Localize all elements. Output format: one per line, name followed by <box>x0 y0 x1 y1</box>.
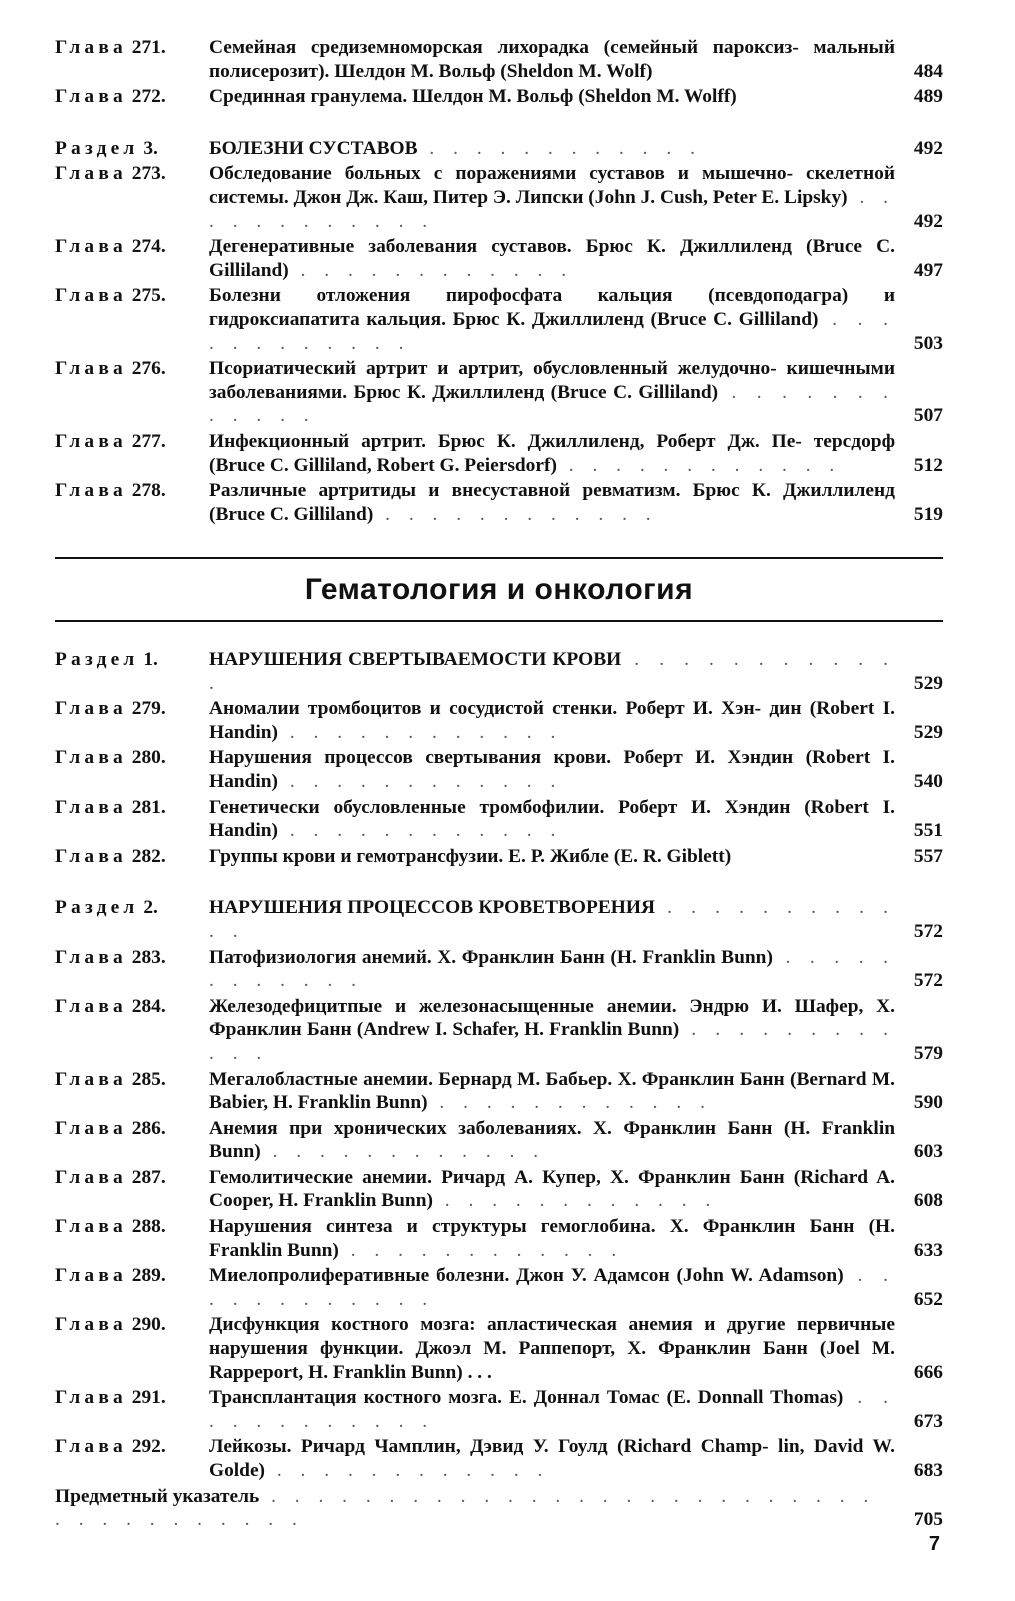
entry-page: 557 <box>913 845 943 867</box>
dot-leader: . . . . . . . . . . . . <box>209 308 895 354</box>
entry-page: 529 <box>913 721 943 743</box>
toc-entry[interactable] <box>55 697 943 744</box>
entry-title-text: Мегалобластные анемии. Бернард М. Бабьер. Х. Франклин Банн (Bernard M. Babier, H. Franklin Bunn) <box>209 1068 895 1114</box>
toc-entry[interactable] <box>55 1313 943 1384</box>
entry-prefix <box>55 479 209 503</box>
entry-title-text: Обследование больных с поражениями суставов и мышечно- скелетной системы. Джон Дж. Каш, Питер Э. Липски (John J. Cush, Peter E. Lipsky) <box>209 163 895 208</box>
entry-prefix <box>55 946 209 970</box>
toc-page <box>55 36 943 528</box>
entry-title-text: Группы крови и гемотрансфузии. Е. Р. Жибле (E. R. Giblett) <box>209 845 732 867</box>
entry-kind: Глава <box>55 1265 127 1287</box>
entry-title <box>209 1264 899 1311</box>
entry-kind: Глава <box>55 163 127 185</box>
entry-number: 288. <box>131 1216 166 1238</box>
entry-number: 284. <box>131 995 166 1017</box>
entry-title-text: НАРУШЕНИЯ СВЕРТЫВАЕМОСТИ КРОВИ <box>209 649 622 670</box>
entry-title-text: Семейная средиземноморская лихорадка (семейный пароксиз- мальный полисерозит). Шелдон М. Вольф (Sheldon M. Wolf) <box>209 37 895 82</box>
part-divider-top <box>55 557 943 559</box>
entry-prefix <box>55 1435 209 1459</box>
toc-page-hematology <box>55 648 943 1534</box>
entry-page: 484 <box>913 60 943 82</box>
entry-page: 590 <box>913 1092 943 1114</box>
entry-kind: Глава <box>55 430 127 452</box>
entry-title-text: Срединная гранулема. Шелдон М. Вольф (Sheldon M. Wolff) <box>209 86 737 108</box>
toc-entry[interactable] <box>55 946 943 993</box>
entry-kind: Раздел <box>55 649 139 670</box>
entry-number: 278. <box>131 480 166 502</box>
entry-prefix <box>55 1215 209 1239</box>
entry-kind: Глава <box>55 358 127 380</box>
toc-entry[interactable] <box>55 479 943 526</box>
entry-page: 633 <box>913 1239 943 1261</box>
toc-entry[interactable] <box>55 746 943 793</box>
entry-prefix <box>55 1313 209 1337</box>
entry-title-text: Миелопролиферативные болезни. Джон У. Адамсон (John W. Adamson) <box>209 1265 844 1287</box>
entry-title-text: Дегенеративные заболевания суставов. Брюс К. Джиллиленд (Bruce C. Gilliland) <box>209 236 895 281</box>
entry-page: 579 <box>913 1042 943 1064</box>
dot-leader: . . . . . . . . . . . . <box>277 770 563 792</box>
entry-number: 3. <box>143 137 158 159</box>
entry-prefix <box>55 1166 209 1190</box>
entry-kind: Глава <box>55 480 127 502</box>
entry-title <box>209 284 899 355</box>
entry-title <box>209 1435 899 1482</box>
entry-kind: Глава <box>55 1314 127 1336</box>
entry-page: 529 <box>913 672 943 694</box>
entry-prefix <box>55 796 209 820</box>
entry-kind: Раздел <box>55 137 139 159</box>
index-entry-label: Предметный указатель <box>55 1485 260 1507</box>
toc-entry[interactable] <box>55 357 943 428</box>
dot-leader: . . . . . . . . . . . . <box>209 649 896 694</box>
entry-kind: Глава <box>55 995 127 1017</box>
entry-prefix <box>55 896 209 920</box>
entry-kind: Глава <box>55 86 127 108</box>
entry-title-text: Нарушения процессов свертывания крови. Роберт И. Хэндин (Robert I. Handin) <box>209 747 895 792</box>
toc-entry[interactable] <box>55 1435 943 1482</box>
entry-page: 652 <box>913 1288 943 1310</box>
entry-prefix <box>55 1068 209 1092</box>
part-heading: Гематология и онкология <box>304 573 694 606</box>
entry-number: 279. <box>131 698 166 720</box>
entry-title <box>209 1386 899 1433</box>
entry-page: 489 <box>913 86 943 108</box>
entry-page: 608 <box>913 1190 943 1212</box>
toc-section-entry[interactable] <box>55 648 943 695</box>
entry-prefix <box>55 648 209 672</box>
entry-page: 551 <box>913 820 943 842</box>
entry-prefix <box>55 995 209 1019</box>
entry-prefix <box>55 697 209 721</box>
entry-prefix <box>55 284 209 308</box>
entry-title <box>209 430 899 477</box>
entry-title-text: Патофизиология анемий. Х. Франклин Банн (H. Franklin Bunn) <box>209 946 773 968</box>
dot-leader: . . . . . . . . . . . . <box>288 259 574 281</box>
dot-leader: . . . . . . . . . . . . <box>209 1387 896 1432</box>
entry-kind: Глава <box>55 796 127 818</box>
entry-prefix <box>55 1386 209 1410</box>
entry-title-text: БОЛЕЗНИ СУСТАВОВ <box>209 137 418 159</box>
entry-page: 603 <box>913 1141 943 1163</box>
entry-page: 683 <box>913 1460 943 1481</box>
dot-leader: . . . . . . . . . . . . <box>373 503 658 525</box>
entry-number: 1. <box>143 649 158 670</box>
entry-title <box>209 995 899 1066</box>
index-entry-page: 705 <box>913 1509 943 1531</box>
entry-page: 666 <box>913 1361 943 1383</box>
entry-kind: Глава <box>55 747 127 769</box>
entry-title-text: Железодефицитпые и железонасыщенные анемии. Эндрю И. Шафер, Х. Франклин Банн (Andrew I. Schafer, H. Franklin Bunn) <box>209 995 895 1041</box>
entry-title <box>209 1068 899 1115</box>
entry-title-text: Трансплантация костного мозга. Е. Доннал Томас (E. Donnall Thomas) <box>209 1387 844 1409</box>
toc-entry[interactable] <box>55 1068 943 1115</box>
entry-kind: Раздел <box>55 897 139 919</box>
entry-title-text: Гемолитические анемии. Ричард А. Купер, Х. Франклин Банн (Richard A. Cooper, H. Franklin Bunn) <box>209 1166 895 1212</box>
entry-kind: Глава <box>55 285 127 307</box>
entry-number: 274. <box>131 236 166 258</box>
entry-title-text: Генетически обусловленные тромбофилии. Роберт И. Хэндин (Robert I. Handin) <box>209 796 895 842</box>
entry-number: 276. <box>131 358 166 380</box>
dot-leader: . . . . . . . . . . . . <box>338 1239 624 1261</box>
entry-page: 540 <box>913 770 943 792</box>
entry-number: 280. <box>131 747 166 769</box>
dot-leader: . . . . . . . . . . . . <box>417 137 702 159</box>
entry-title <box>209 1117 899 1164</box>
entry-prefix <box>55 1264 209 1288</box>
entry-kind: Глава <box>55 946 127 968</box>
dot-leader: . . . . . . . . . . . . <box>209 1265 896 1310</box>
entry-number: 277. <box>131 430 166 452</box>
entry-prefix <box>55 85 209 109</box>
toc-index-entry[interactable] <box>55 1485 943 1532</box>
dot-leader: . . . . . . . . . . . . <box>427 1092 712 1114</box>
entry-title <box>209 1215 899 1262</box>
entry-title-text: Анемия при хронических заболеваниях. Х. Франклин Банн (H. Franklin Bunn) <box>209 1117 895 1163</box>
entry-prefix <box>55 36 209 60</box>
entry-title <box>209 357 899 428</box>
page-number: 7 <box>928 1533 940 1555</box>
dot-leader: . . . . . . . . . . . . <box>432 1190 718 1212</box>
entry-page: 673 <box>913 1410 943 1432</box>
entry-number: 289. <box>131 1265 166 1287</box>
entry-title <box>209 796 899 843</box>
entry-page: 572 <box>913 920 943 942</box>
entry-number: 275. <box>131 285 166 307</box>
entry-title <box>209 137 899 161</box>
dot-leader: . . . . . . . . . . . . <box>209 897 896 942</box>
toc-entry[interactable] <box>55 162 943 233</box>
entry-kind: Глава <box>55 1216 127 1238</box>
entry-page: 497 <box>913 259 943 281</box>
entry-prefix <box>55 137 209 161</box>
entry-page: 503 <box>913 332 943 354</box>
toc-section-entry[interactable] <box>55 896 943 943</box>
toc-entry[interactable] <box>55 1166 943 1213</box>
entry-title <box>209 946 899 993</box>
entry-prefix <box>55 357 209 381</box>
entry-title-text: Инфекционный артрит. Брюс К. Джиллиленд, Роберт Дж. Пе- терсдорф (Bruce C. Gilliland, Robert G. Peiersdorf) <box>209 430 895 476</box>
toc-entry[interactable] <box>55 845 943 869</box>
entry-number: 290. <box>131 1314 166 1336</box>
entry-title <box>209 896 899 943</box>
entry-prefix <box>55 845 209 869</box>
toc-section-entry[interactable] <box>55 137 943 161</box>
entry-number: 285. <box>131 1068 166 1090</box>
entry-number: 273. <box>131 163 166 185</box>
toc-entry[interactable] <box>55 1215 943 1262</box>
entry-title <box>209 746 899 793</box>
entry-number: 282. <box>131 845 166 867</box>
entry-number: 283. <box>131 946 166 968</box>
entry-kind: Глава <box>55 1068 127 1090</box>
entry-title-text: Лейкозы. Ричард Чамплин, Дэвид У. Гоулд (Richard Champ- lin, David W. Golde) <box>209 1436 895 1481</box>
dot-leader: . . . . . . . . . . . . <box>209 1019 895 1064</box>
entry-number: 281. <box>131 796 166 818</box>
toc-entry[interactable] <box>55 235 943 282</box>
toc-entry[interactable] <box>55 1264 943 1311</box>
entry-title <box>209 648 899 695</box>
entry-title-text: Псориатический артрит и артрит, обусловленный желудочно- кишечными заболеваниями. Брюс К. Джиллиленд (Bruce C. Gilliland) <box>209 358 895 403</box>
entry-number: 286. <box>131 1117 166 1139</box>
entry-kind: Глава <box>55 37 127 58</box>
entry-title <box>209 85 899 109</box>
dot-leader: . . . . . . . . . . . . . . . . . . . . . . . . . . . . . . . . . . . . . <box>55 1485 876 1531</box>
entry-number: 287. <box>131 1166 166 1188</box>
part-divider-bottom <box>55 620 943 622</box>
dot-leader: . . . . . . . . . . . . <box>209 186 896 232</box>
entry-page: 507 <box>913 405 943 427</box>
toc-entry[interactable] <box>55 1117 943 1164</box>
entry-number: 271. <box>131 37 166 58</box>
entry-page: 492 <box>913 210 943 232</box>
entry-title <box>209 162 899 233</box>
toc-block-section-h1 <box>55 648 943 868</box>
entry-title-text: Дисфункция костного мозга: апластическая анемия и другие первичные нарушения функции. Джоэл М. Раппепорт, Х. Франклин Банн (Joel M. Rappeport, H. Franklin Bunn) . . . <box>209 1314 895 1383</box>
toc-entry[interactable] <box>55 1386 943 1433</box>
dot-leader: . . . . . . . . . . . . <box>260 1141 546 1163</box>
entry-title-text: Болезни отложения пирофосфата кальция (псевдоподагра) и гидроксиапатита кальция. Брюс К. Джиллиленд (Bruce C. Gilliland) <box>209 285 895 330</box>
entry-page: 492 <box>913 137 943 159</box>
dot-leader: . . . . . . . . . . . . <box>209 381 895 427</box>
toc-entry[interactable] <box>55 284 943 355</box>
entry-title <box>209 36 899 83</box>
entry-number: 2. <box>143 897 158 919</box>
entry-page: 512 <box>913 454 943 476</box>
entry-title-text: НАРУШЕНИЯ ПРОЦЕССОВ КРОВЕТВОРЕНИЯ <box>209 897 655 919</box>
entry-number: 292. <box>131 1436 166 1458</box>
entry-number: 291. <box>131 1387 166 1409</box>
toc-block-section3 <box>55 137 943 527</box>
toc-block-section-h2 <box>55 896 943 1482</box>
dot-leader: . . . . . . . . . . . . <box>209 946 896 992</box>
entry-prefix <box>55 235 209 259</box>
entry-title-text: Аномалии тромбоцитов и сосудистой стенки. Роберт И. Хэн- дин (Robert I. Handin) <box>209 698 895 743</box>
toc-entry[interactable] <box>55 430 943 477</box>
dot-leader: . . . . . . . . . . . . <box>265 1460 550 1481</box>
toc-block-top <box>55 36 943 109</box>
entry-prefix <box>55 1117 209 1141</box>
entry-title <box>209 845 899 869</box>
entry-title-text: Нарушения синтеза и структуры гемоглобина. Х. Франклин Банн (H. Franklin Bunn) <box>209 1216 895 1261</box>
entry-kind: Глава <box>55 1166 127 1188</box>
dot-leader: . . . . . . . . . . . . <box>277 721 563 743</box>
toc-entry[interactable] <box>55 995 943 1066</box>
toc-entry[interactable] <box>55 796 943 843</box>
entry-title <box>209 479 899 526</box>
toc-entry[interactable] <box>55 36 943 83</box>
entry-prefix <box>55 430 209 454</box>
entry-title <box>209 697 899 744</box>
entry-title <box>209 235 899 282</box>
entry-number: 272. <box>131 86 166 108</box>
entry-kind: Глава <box>55 236 127 258</box>
entry-page: 519 <box>913 503 943 525</box>
entry-title <box>209 1313 899 1384</box>
entry-prefix <box>55 746 209 770</box>
entry-title <box>209 1166 899 1213</box>
toc-entry[interactable] <box>55 85 943 109</box>
entry-kind: Глава <box>55 1436 127 1458</box>
entry-page: 572 <box>913 970 943 992</box>
entry-prefix <box>55 162 209 186</box>
entry-kind: Глава <box>55 698 127 720</box>
dot-leader: . . . . . . . . . . . . <box>556 454 842 476</box>
entry-kind: Глава <box>55 1117 127 1139</box>
entry-kind: Глава <box>55 845 127 867</box>
entry-kind: Глава <box>55 1387 127 1409</box>
dot-leader: . . . . . . . . . . . . <box>277 820 563 842</box>
entry-title-text: Различные артритиды и внесуставной ревматизм. Брюс К. Джиллиленд (Bruce C. Gilliland) <box>209 480 895 525</box>
